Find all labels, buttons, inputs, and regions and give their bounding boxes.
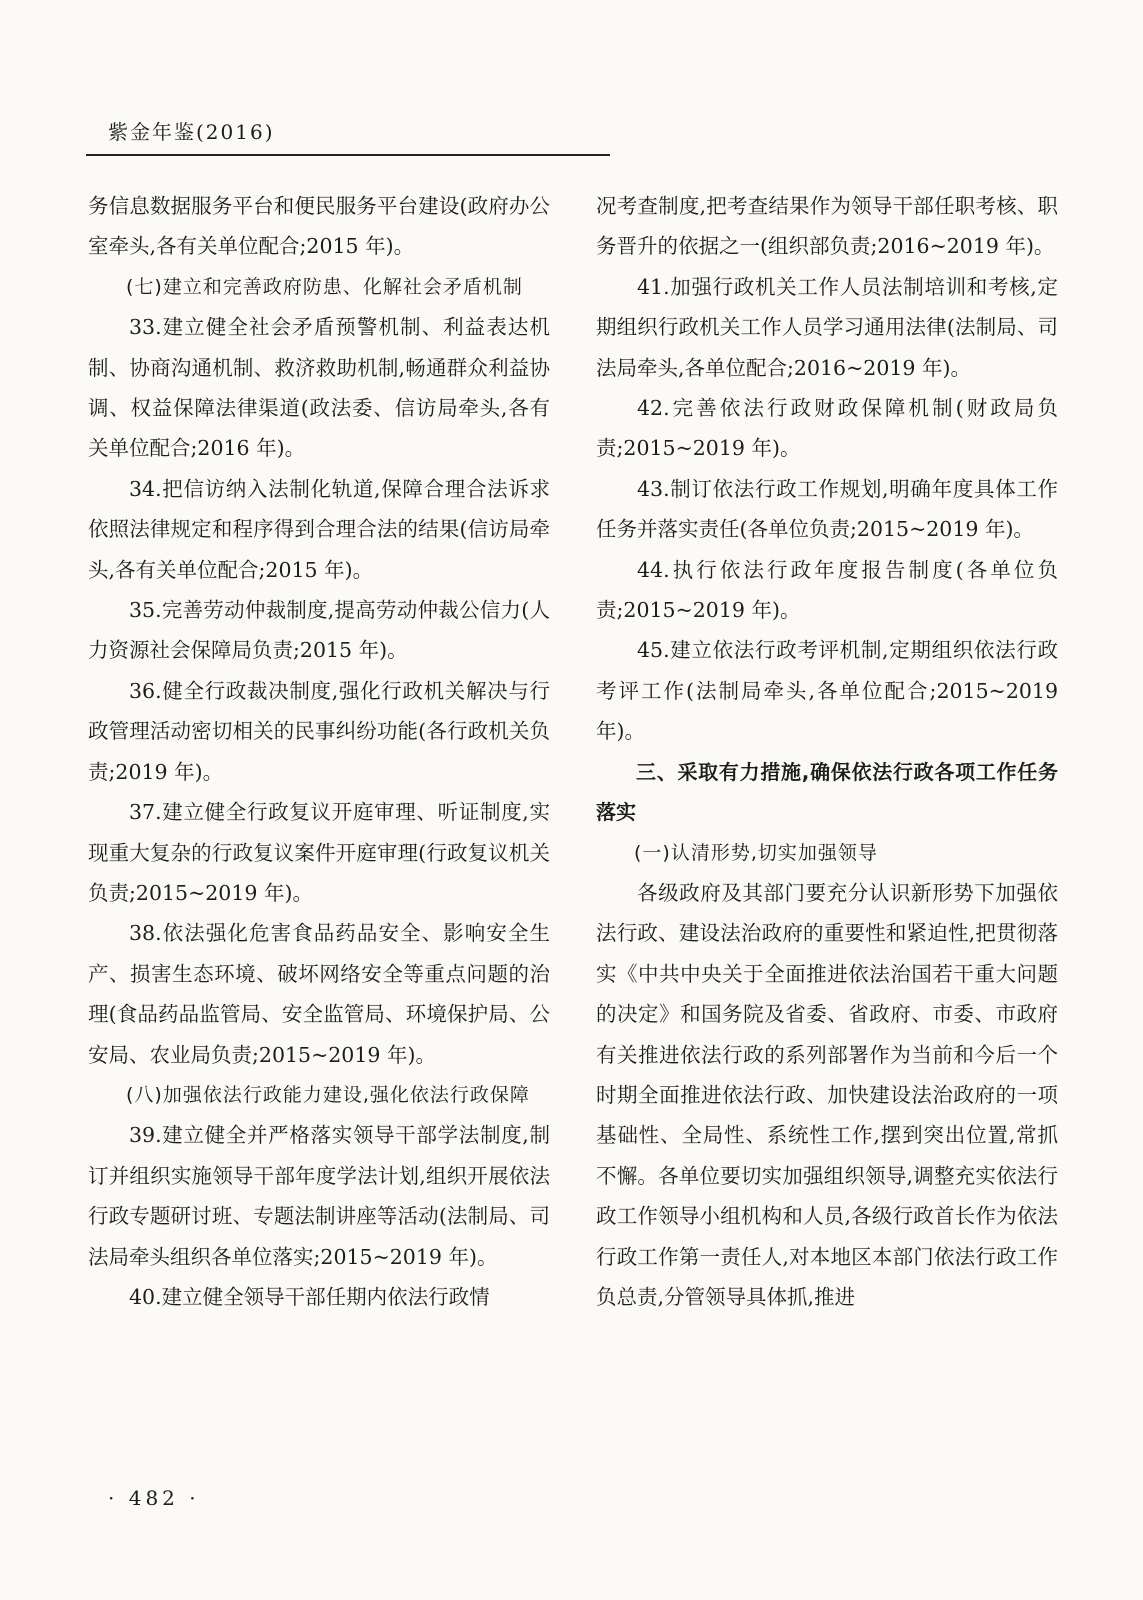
paragraph: 36.健全行政裁决制度,强化行政机关解决与行政管理活动密切相关的民事纠纷功能(各行政机关负责;2019 年)。 [88, 678, 550, 784]
page-number: · 482 · [108, 1486, 200, 1510]
subsection-heading: (一)认清形势,切实加强领导 [634, 841, 878, 864]
paragraph: 37.建立健全行政复议开庭审理、听证制度,实现重大复杂的行政复议案件开庭审理(行政复议机关负责;2015~2019 年)。 [88, 800, 550, 905]
right-column [596, 186, 1058, 1317]
running-header: 紫金年鉴(2016) [108, 120, 275, 144]
paragraph: 33.建立健全社会矛盾预警机制、利益表达机制、协商沟通机制、救济救助机制,畅通群众利益协调、权益保障法律渠道(政法委、信访局牵头,各有关单位配合;2016 年)。 [88, 315, 550, 461]
paragraph: 42.完善依法行政财政保障机制(财政局负责;2015~2019 年)。 [596, 396, 1058, 461]
section-heading: 三、采取有力措施,确保依法行政各项工作任务落实 [596, 759, 1058, 825]
paragraph: 41.加强行政机关工作人员法制培训和考核,定期组织行政机关工作人员学习通用法律(法制局、司法局牵头,各单位配合;2016~2019 年)。 [596, 274, 1058, 380]
paragraph: 45.建立依法行政考评机制,定期组织依法行政考评工作(法制局牵头,各单位配合;2015~2019 年)。 [596, 638, 1058, 744]
paragraph: 40.建立健全领导干部任期内依法行政情 [129, 1284, 490, 1309]
paragraph: 各级政府及其部门要充分认识新形势下加强依法行政、建设法治政府的重要性和紧迫性,把贯彻落实《中共中央关于全面推进依法治国若干重大问题的决定》和国务院及省委、省政府、市委、市政府有关推进依法行政的系列部署作为当前和今后一个时期全面推进依法行政、加快建设法治政府的一项基础性、全局性、系统性工作,摆到突出位置,常抓不懈。各单位要切实加强组织领导,调整充实依法行政工作领导小组机构和人员,各级行政首长作为依法行政工作第一责任人,对本地区本部门依法行政工作负总责,分管领导具体抓,推进 [596, 880, 1058, 1309]
header-rule [86, 154, 610, 156]
paragraph: 44.执行依法行政年度报告制度(各单位负责;2015~2019 年)。 [596, 557, 1058, 623]
paragraph: 43.制订依法行政工作规划,明确年度具体工作任务并落实责任(各单位负责;2015~2019 年)。 [596, 476, 1058, 542]
continued-paragraph: 况考查制度,把考查结果作为领导干部任职考核、职务晋升的依据之一(组织部负责;2016~2019 年)。 [596, 194, 1058, 259]
paragraph: 35.完善劳动仲裁制度,提高劳动仲裁公信力(人力资源社会保障局负责;2015 年)。 [88, 598, 550, 663]
paragraph: 38.依法强化危害食品药品安全、影响安全生产、损害生态环境、破坏网络安全等重点问题的治理(食品药品监管局、安全监管局、环境保护局、公安局、农业局负责;2015~2019 年)。 [88, 921, 550, 1067]
continued-paragraph: 务信息数据服务平台和便民服务平台建设(政府办公室牵头,各有关单位配合;2015 年)。 [88, 194, 550, 259]
subsection-heading: (七)建立和完善政府防患、化解社会矛盾机制 [126, 275, 523, 298]
paragraph: 34.把信访纳入法制化轨道,保障合理合法诉求依照法律规定和程序得到合理合法的结果(信访局牵头,各有关单位配合;2015 年)。 [88, 476, 550, 582]
subsection-heading: (八)加强依法行政能力建设,强化依法行政保障 [126, 1083, 530, 1106]
left-column [88, 186, 550, 1317]
paragraph: 39.建立健全并严格落实领导干部学法制度,制订并组织实施领导干部年度学法计划,组织开展依法行政专题研讨班、专题法制讲座等活动(法制局、司法局牵头组织各单位落实;2015~2019 年)。 [88, 1123, 550, 1269]
